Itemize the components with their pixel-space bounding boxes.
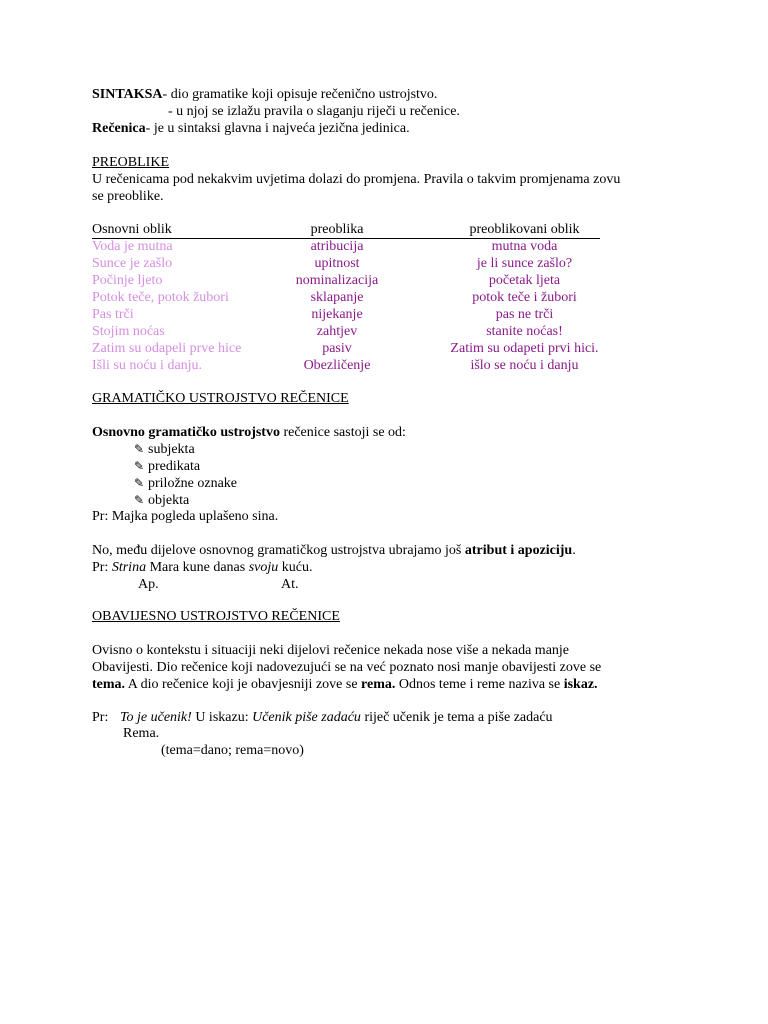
table-row: [92, 289, 600, 306]
obavijesno-line2: Obavijesti. Dio rečenice koji nadovezujući se na već poznato nosi manje obavijesti zove se: [92, 660, 602, 675]
row-preoblikovani: pas ne trči: [495, 307, 554, 322]
sintaksa-term: SINTAKSA: [92, 87, 163, 102]
row-osnovni: Potok teče, potok žubori: [92, 290, 229, 305]
table-row: [92, 255, 600, 272]
obavijesno-pr-line2: Rema.: [123, 726, 160, 741]
pencil-bullet-icon: ✎: [134, 442, 145, 456]
pencil-bullet-icon: ✎: [134, 459, 145, 473]
pencil-bullet-icon: ✎: [134, 493, 145, 507]
row-preoblikovani: početak ljeta: [488, 273, 561, 288]
pencil-bullet-icon: ✎: [134, 476, 145, 490]
recenica-definition: [92, 120, 410, 137]
table-row: [92, 238, 600, 255]
gramaticko-example: Pr: Majka pogleda uplašeno sina.: [92, 509, 279, 524]
sintaksa-definition-text: - dio gramatike koji opisuje rečenično ustrojstvo.: [162, 87, 438, 102]
obavijesno-pr-label: Pr:: [92, 710, 109, 725]
row-preoblikovani: išlo se noću i danju: [470, 358, 579, 373]
rema-bold: rema.: [361, 677, 396, 692]
table-row: [92, 272, 600, 289]
row-osnovni: Išli su noću i danju.: [92, 358, 203, 373]
table-row: [92, 340, 600, 357]
example2-italic-strina: Strina: [111, 560, 147, 575]
table-header: [92, 221, 600, 239]
preoblike-heading: PREOBLIKE: [92, 155, 169, 170]
gramaticko-intro: [92, 424, 406, 441]
gramaticko-extra-end: .: [572, 543, 576, 558]
table-row: [92, 306, 600, 323]
gramaticko-example2: [92, 559, 313, 576]
recenica-definition-text: - je u sintaksi glavna i najveća jezična jedinica.: [145, 121, 410, 136]
example2-prefix: Pr:: [92, 560, 112, 575]
label-apozicija: Ap.: [138, 577, 159, 592]
row-osnovni: Počinje ljeto: [92, 273, 163, 288]
line3-mid2: Odnos teme i reme naziva se: [395, 677, 564, 692]
gramaticko-intro-bold: Osnovno gramatičko ustrojstvo: [92, 425, 280, 440]
sintaksa-definition: [92, 86, 437, 103]
label-atribut: At.: [281, 577, 299, 592]
row-osnovni: Stojim noćas: [92, 324, 165, 339]
gramaticko-extra-bold: atribut i apoziciju: [464, 543, 573, 558]
row-preoblikovani: mutna voda: [491, 239, 558, 254]
pr-italic-ucenik-pise: Učenik piše zadaću: [252, 710, 361, 725]
row-preoblikovani: potok teče i žubori: [472, 290, 577, 305]
obavijesno-line1: Ovisno o kontekstu i situaciji neki dijelovi rečenice nekada nose više a nekada manje: [92, 643, 570, 658]
row-preoblikovani: je li sunce zašlo?: [476, 256, 573, 271]
list-item-label: predikata: [148, 459, 201, 474]
row-osnovni: Zatim su odapeli prve hice: [92, 341, 242, 356]
gramaticko-extra: [92, 542, 576, 559]
pr-end: riječ učenik je tema a piše zadaću: [360, 710, 553, 725]
list-item: [134, 441, 195, 458]
gramaticko-extra-text: No, među dijelove osnovnog gramatičkog ustrojstva ubrajamo još: [92, 543, 465, 558]
header-preoblikovani-oblik: preoblikovani oblik: [469, 222, 580, 237]
obavijesno-line3: [92, 676, 598, 693]
row-preoblikovani: stanite noćas!: [486, 324, 563, 339]
obavijesno-pr-line3: (tema=dano; rema=novo): [161, 743, 304, 758]
list-item-label: subjekta: [148, 442, 195, 457]
recenica-term: Rečenica: [92, 121, 146, 136]
gramaticko-intro-rest: rečenice sastoji se od:: [279, 425, 406, 440]
row-preoblika: Obezličenje: [303, 358, 371, 373]
line3-mid1: A dio rečenice koji je obavjesniji zove se: [125, 677, 362, 692]
iskaz-bold: iskaz.: [563, 677, 598, 692]
header-preoblika: preoblika: [310, 222, 364, 237]
gramaticko-heading: GRAMATIČKO USTROJSTVO REČENICE: [92, 391, 349, 406]
row-preoblika: atribucija: [310, 239, 364, 254]
obavijesno-heading: OBAVIJESNO USTROJSTVO REČENICE: [92, 609, 340, 624]
example2-italic-svoju: svoju: [248, 560, 279, 575]
list-item: [134, 458, 200, 475]
row-preoblika: nijekanje: [311, 307, 363, 322]
row-preoblika: nominalizacija: [295, 273, 379, 288]
sintaksa-continuation: - u njoj se izlažu pravila o slaganju riječi u rečenice.: [168, 104, 460, 119]
row-osnovni: Pas trči: [92, 307, 134, 322]
row-osnovni: Sunce je zašlo: [92, 256, 173, 271]
row-preoblika: upitnost: [314, 256, 360, 271]
pr-italic-to-je-ucenik: To je učenik!: [120, 710, 192, 725]
list-item-label: objekta: [148, 493, 190, 508]
list-item: [134, 492, 189, 509]
preoblike-text-line2: se preoblike.: [92, 189, 164, 204]
header-osnovni-oblik: Osnovni oblik: [92, 222, 172, 237]
tema-bold: tema.: [92, 677, 126, 692]
row-preoblika: zahtjev: [316, 324, 358, 339]
row-preoblika: pasiv: [322, 341, 352, 356]
pr-mid: U iskazu:: [191, 710, 253, 725]
example2-end: kuću.: [278, 560, 313, 575]
preoblike-text-line1: U rečenicama pod nekakvim uvjetima dolazi do promjena. Pravila o takvim promjenama zovu: [92, 172, 621, 187]
list-item: [134, 475, 237, 492]
obavijesno-pr-line: [120, 709, 553, 726]
table-row: [92, 323, 600, 340]
table-row: [92, 357, 600, 374]
row-osnovni: Voda je mutna: [92, 239, 173, 254]
row-preoblika: sklapanje: [310, 290, 364, 305]
list-item-label: priložne oznake: [148, 476, 238, 491]
example2-mid: Mara kune danas: [146, 560, 249, 575]
row-preoblikovani: Zatim su odapeti prvi hici.: [450, 341, 599, 356]
